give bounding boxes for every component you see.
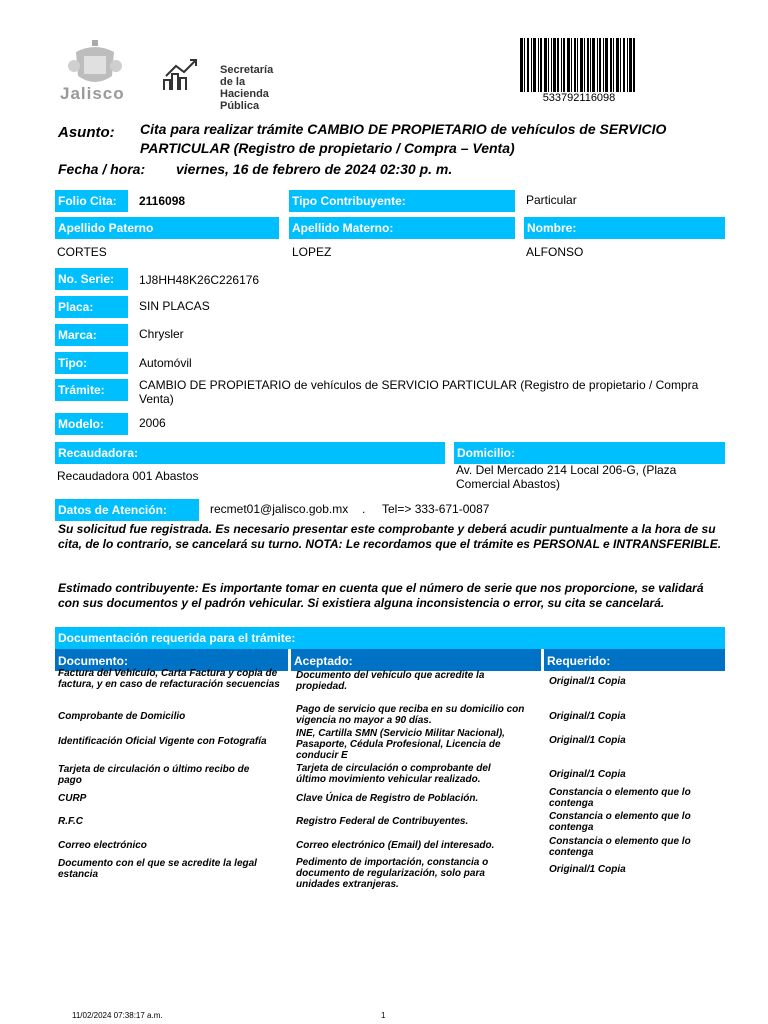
doc-row-5-requerido: Constancia o elemento que lo contenga [549,811,691,833]
docs-header-requerido: Requerido: [544,649,725,671]
doc-row-2-aceptado: INE, Cartilla SMN (Servicio Militar Nacional), Pasaporte, Cédula Profesional, Licencia de conducir E [296,728,505,761]
doc-row-3-requerido: Original/1 Copia [549,769,626,780]
notice-contribuyente: Estimado contribuyente: Es importante tomar en cuenta que el número de serie que nos proporcione, se validará con sus documentos y el padrón vehicular. Si existiera alguna inconsistencia o error, su cita se cancelará. [58,581,704,610]
apellido-materno-label: Apellido Materno: [289,217,515,239]
docs-header-aceptado: Aceptado: [291,649,541,671]
recaudadora-value: Recaudadora 001 Abastos [57,469,199,483]
doc-row-4-requerido: Constancia o elemento que lo contenga [549,787,691,809]
serie-value: 1J8HH48K26C226176 [139,273,260,287]
doc-row-6-aceptado: Correo electrónico (Email) del interesado. [296,840,495,851]
doc-row-4-aceptado: Clave Única de Registro de Población. [296,793,479,804]
docs-header-documento: Documento: [55,649,288,671]
asunto-label: Asunto: [58,124,115,141]
barcode-number: 533792116098 [542,92,616,104]
doc-row-5-aceptado: Registro Federal de Contribuyentes. [296,816,469,827]
apellido-paterno-value: CORTES [57,245,107,259]
fecha-label: Fecha / hora: [58,161,146,177]
atencion-label: Datos de Atención: [55,499,199,521]
tipo-value: Automóvil [139,356,192,370]
recaudadora-label: Recaudadora: [55,442,445,464]
doc-row-3-documento: Tarjeta de circulación o último recibo de pago [58,764,250,786]
doc-row-7-requerido: Original/1 Copia [549,864,626,875]
hacienda-logo [162,58,274,112]
doc-row-3-aceptado: Tarjeta de circulación o comprobante del último movimiento vehicular realizado. [296,763,491,785]
serie-label: No. Serie: [55,268,128,290]
apellido-materno-value: LOPEZ [292,245,332,259]
folio-value: 2116098 [139,194,186,208]
doc-row-5-documento: R.F.C [58,816,83,827]
domicilio-value: Av. Del Mercado 214 Local 206-G, (Plaza Comercial Abastos) [456,463,677,491]
barcode-icon [520,38,636,92]
doc-row-6-documento: Correo electrónico [58,840,147,851]
doc-row-2-requerido: Original/1 Copia [549,735,626,746]
marca-value: Chrysler [139,327,184,341]
doc-row-7-aceptado: Pedimento de importación, constancia o documento de regularización, solo para unidades extranjeras. [296,857,489,890]
asunto-text-line2: PARTICULAR (Registro de propietario / Compra – Venta) [140,140,515,156]
domicilio-label: Domicilio: [454,442,725,464]
folio-label: Folio Cita: [55,190,128,212]
modelo-value: 2006 [139,416,166,430]
atencion-separator: . [362,502,366,516]
doc-row-1-requerido: Original/1 Copia [549,711,626,722]
apellido-paterno-label: Apellido Paterno [55,217,279,239]
notice-registro: Su solicitud fue registrada. Es necesario presentar este comprobante y deberá acudir puntualmente a la hora de su cita, de lo contrario, se cancelará su turno. NOTA: Le recordamos que el trámite es PERSONAL e INTRANSFERIBLE. [58,522,722,551]
tipo-label: Tipo: [55,352,128,374]
marca-label: Marca: [55,324,128,346]
hacienda-logo-text: Secretaría de la Hacienda Pública [220,64,274,112]
fecha-value: viernes, 16 de febrero de 2024 02:30 p. m. [176,161,453,177]
atencion-tel: Tel=> 333-671-0087 [382,502,490,516]
doc-row-4-documento: CURP [58,793,87,804]
nombre-value: ALFONSO [526,245,584,259]
asunto-text-line1: Cita para realizar trámite CAMBIO DE PROPIETARIO de vehículos de SERVICIO [140,121,667,137]
doc-row-0-documento: Factura del Vehículo, Carta Factura y copia de factura, y en caso de refacturación secuencias [58,668,280,690]
placa-label: Placa: [55,296,128,318]
doc-row-0-aceptado: Documento del vehículo que acredite la propiedad. [296,670,485,692]
doc-row-1-aceptado: Pago de servicio que reciba en su domicilio con vigencia no mayor a 90 días. [296,704,525,726]
jalisco-logo-text: Jalisco [60,84,125,103]
jalisco-logo [60,38,142,103]
docs-title: Documentación requerida para el trámite: [55,627,725,649]
doc-row-7-documento: Documento con el que se acredite la legal estancia [58,858,257,880]
tramite-label: Trámite: [55,379,128,401]
tipo-contribuyente-value: Particular [526,193,577,207]
footer-timestamp: 11/02/2024 07:38:17 a.m. [72,1011,163,1020]
doc-row-2-documento: Identificación Oficial Vigente con Fotografía [58,736,267,747]
doc-row-0-requerido: Original/1 Copia [549,676,626,687]
doc-row-1-documento: Comprobante de Domicilio [58,711,186,722]
chart-arrow-icon [162,58,202,94]
tipo-contribuyente-label: Tipo Contribuyente: [289,190,515,212]
barcode [520,38,638,94]
modelo-label: Modelo: [55,413,128,435]
tramite-value: CAMBIO DE PROPIETARIO de vehículos de SERVICIO PARTICULAR (Registro de propietario / Compra Venta) [139,378,699,406]
footer-page-number: 1 [381,1011,386,1020]
placa-value: SIN PLACAS [139,299,210,313]
atencion-email: recmet01@jalisco.gob.mx [210,502,349,516]
nombre-label: Nombre: [524,217,725,239]
doc-row-6-requerido: Constancia o elemento que lo contenga [549,836,691,858]
